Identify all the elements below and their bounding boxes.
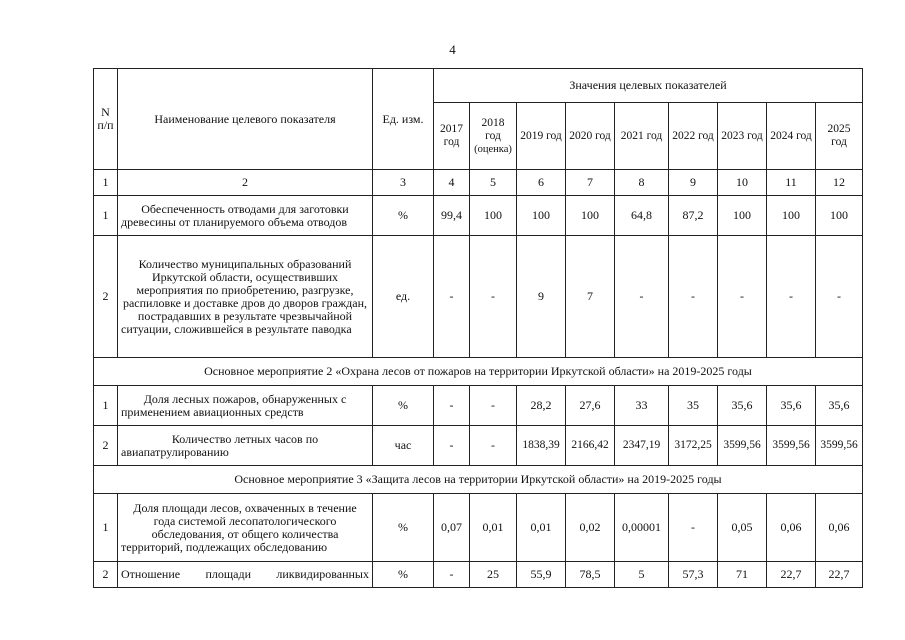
row-num: 2 [94,426,118,466]
year-2022: 2022 год [669,103,718,170]
year-2018-note: (оценка) [474,143,512,155]
col-num: 1 [94,170,118,196]
unit: ед. [373,236,434,358]
row-num: 2 [94,236,118,358]
header-values-title: Значения целевых показателей [434,69,863,103]
indicator-name: Обеспеченность отводами для заготовки древесины от планируемого объема отводов [118,196,373,236]
value-2019: 9 [517,236,566,358]
value-2025: 0,06 [816,494,863,562]
year-2021: 2021 год [615,103,669,170]
value-2018: 25 [470,562,517,588]
unit: час [373,426,434,466]
year-2018 [470,103,517,170]
value-2025: 22,7 [816,562,863,588]
value-2024: 3599,56 [767,426,816,466]
value-2018: - [470,236,517,358]
col-num: 12 [816,170,863,196]
value-2019: 1838,39 [517,426,566,466]
value-2020: 2166,42 [566,426,615,466]
value-2022: 87,2 [669,196,718,236]
column-numbers-row [94,170,863,196]
target-indicators-table [93,68,863,588]
value-2017: - [434,386,470,426]
row-num: 1 [94,196,118,236]
value-2017: 0,07 [434,494,470,562]
value-2019: 55,9 [517,562,566,588]
col-num: 6 [517,170,566,196]
unit: % [373,196,434,236]
value-2017: - [434,562,470,588]
table-row [94,386,863,426]
indicator-name: Доля лесных пожаров, обнаруженных с применением авиационных средств [118,386,373,426]
col-num: 7 [566,170,615,196]
unit: % [373,562,434,588]
value-2025: - [816,236,863,358]
value-2018: 100 [470,196,517,236]
table-row [94,236,863,358]
value-2024: 35,6 [767,386,816,426]
col-num: 4 [434,170,470,196]
value-2023: 35,6 [718,386,767,426]
section-title: Основное мероприятие 2 «Охрана лесов от пожаров на территории Иркутской области» на 2019-2025 годы [94,358,863,386]
col-num: 11 [767,170,816,196]
unit: % [373,386,434,426]
value-2020: 0,02 [566,494,615,562]
col-num: 10 [718,170,767,196]
value-2024: 100 [767,196,816,236]
indicator-name: Отношение площади ликвидированных [118,562,373,588]
value-2021: 0,00001 [615,494,669,562]
value-2023: - [718,236,767,358]
col-num: 5 [470,170,517,196]
value-2024: - [767,236,816,358]
section-title: Основное мероприятие 3 «Защита лесов на территории Иркутской области» на 2019-2025 годы [94,466,863,494]
value-2024: 0,06 [767,494,816,562]
value-2021: - [615,236,669,358]
unit: % [373,494,434,562]
year-2025: 2025 год [816,103,863,170]
indicator-name: Количество летных часов по авиапатрулированию [118,426,373,466]
section-row [94,358,863,386]
col-num: 3 [373,170,434,196]
value-2020: 7 [566,236,615,358]
header-unit: Ед. изм. [373,69,434,170]
value-2020: 27,6 [566,386,615,426]
value-2018: 0,01 [470,494,517,562]
col-num: 8 [615,170,669,196]
value-2022: - [669,494,718,562]
header-name: Наименование целевого показателя [118,69,373,170]
table-row [94,196,863,236]
value-2022: 57,3 [669,562,718,588]
section-row [94,466,863,494]
year-2017: 2017 год [434,103,470,170]
header-num: N п/п [94,69,118,170]
row-num: 2 [94,562,118,588]
row-num: 1 [94,494,118,562]
value-2020: 78,5 [566,562,615,588]
col-num: 2 [118,170,373,196]
value-2024: 22,7 [767,562,816,588]
value-2023: 0,05 [718,494,767,562]
value-2025: 100 [816,196,863,236]
value-2018: - [470,426,517,466]
value-2025: 3599,56 [816,426,863,466]
value-2019: 100 [517,196,566,236]
year-2020: 2020 год [566,103,615,170]
year-2018-label: 2018 год [481,116,505,142]
value-2017: - [434,236,470,358]
value-2022: - [669,236,718,358]
table-row [94,426,863,466]
row-num: 1 [94,386,118,426]
value-2021: 64,8 [615,196,669,236]
indicator-name: Количество муниципальных образований Иркутской области, осуществивших мероприятия по приобретению, разгрузке, распиловке и доставке дров до дворов граждан, пострадавших в результате чрезвычайной ситуации, сложившейся в результате паводка [118,236,373,358]
value-2023: 71 [718,562,767,588]
col-num: 9 [669,170,718,196]
header-row [94,69,863,103]
year-2023: 2023 год [718,103,767,170]
value-2021: 2347,19 [615,426,669,466]
value-2019: 28,2 [517,386,566,426]
value-2023: 3599,56 [718,426,767,466]
indicator-name: Доля площади лесов, охваченных в течение года системой лесопатологического обследования, от общего количества территорий, подлежащих обследованию [118,494,373,562]
value-2017: 99,4 [434,196,470,236]
value-2018: - [470,386,517,426]
value-2022: 35 [669,386,718,426]
page-number: 4 [449,42,456,57]
value-2021: 33 [615,386,669,426]
year-2024: 2024 год [767,103,816,170]
table-row [94,494,863,562]
value-2020: 100 [566,196,615,236]
value-2021: 5 [615,562,669,588]
value-2025: 35,6 [816,386,863,426]
value-2017: - [434,426,470,466]
value-2022: 3172,25 [669,426,718,466]
value-2019: 0,01 [517,494,566,562]
year-2019: 2019 год [517,103,566,170]
value-2023: 100 [718,196,767,236]
table-row [94,562,863,588]
